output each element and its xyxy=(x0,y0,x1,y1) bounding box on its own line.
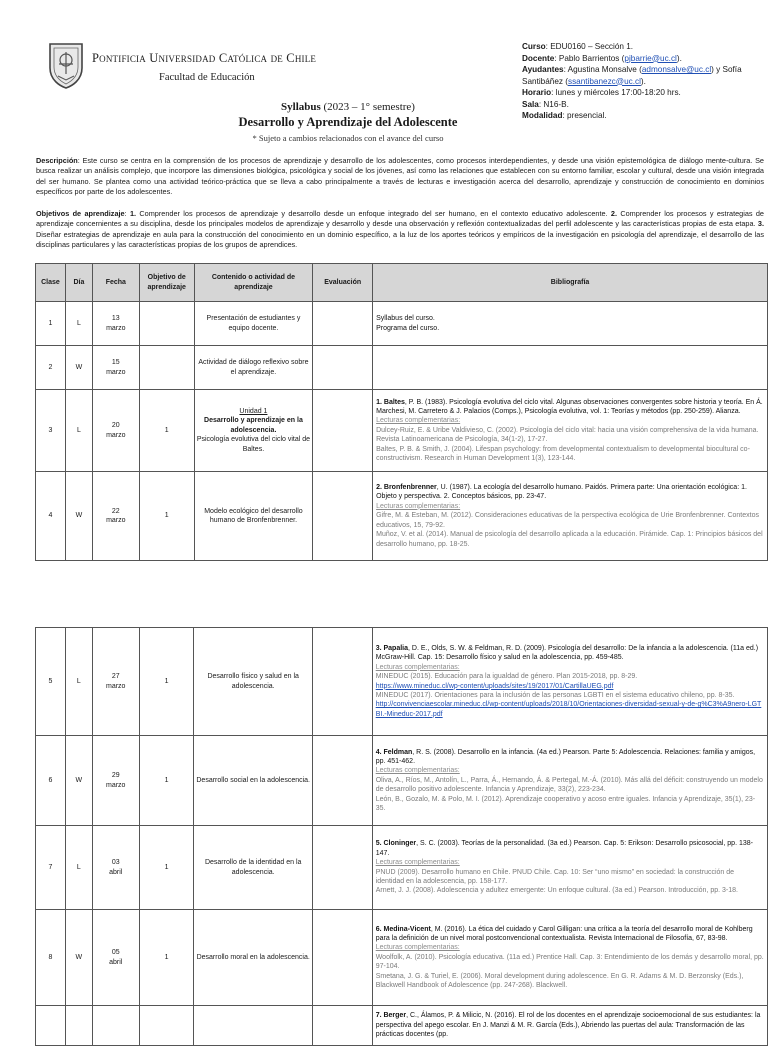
ayudantes-label: Ayudantes xyxy=(522,65,564,74)
header-clase: Clase xyxy=(36,264,66,302)
cell-contenido xyxy=(194,736,313,826)
fecha-day: 13 xyxy=(111,315,120,323)
fecha-day: 05 xyxy=(111,949,120,957)
reference-link[interactable]: https://www.mineduc.cl/wp-content/uploads/sites/19/2017/01/CartillaUEG.pdf xyxy=(375,682,614,690)
cell-contenido xyxy=(194,472,313,561)
cell-bibliografia xyxy=(372,628,767,736)
modalidad-label: Modalidad xyxy=(522,111,563,120)
docente-end: ). xyxy=(676,53,682,63)
bib-main-text: , M. (2016). La ética del cuidado y Carol Gilligan: una crítica a la teoría del desarrollo moral de Kohlberg para la definición de un nivel moral postconvencional contextualista. Revista Internacional de Filosofía, 67, 83-98. xyxy=(375,925,753,942)
university-name: Pontificia Universidad Católica de Chile xyxy=(92,51,317,65)
cell-evaluacion xyxy=(313,826,373,910)
fecha-month: marzo xyxy=(106,368,126,376)
cell-fecha xyxy=(92,346,139,390)
horario-label: Horario xyxy=(522,88,552,97)
cell-objetivo xyxy=(139,346,194,390)
cell-fecha xyxy=(92,390,139,472)
unit-label: Unidad 1 xyxy=(239,407,268,415)
complementary-readings-text: PNUD (2009). Desarrollo humano en Chile. PNUD Chile. Cap. 10: Ser “uno mismo” en sociedad: la construcción de identidad en la adolescencia, pp. 158-177. Arnett, J. J. (2008). Adolescencia y adultez emergente: Un enfoque cultural. (3a ed.) Pearson. Introducción, pp. 3-18. xyxy=(375,868,738,895)
header-evaluacion: Evaluación xyxy=(313,264,373,302)
ayudantes-value: : Agustina Monsalve ( xyxy=(563,65,642,74)
cell-clase: 6 xyxy=(36,736,66,826)
cell-clase: 7 xyxy=(36,826,66,910)
horario-value: : lunes y miércoles 17:00-18:20 hrs. xyxy=(551,88,681,97)
curso-label: Curso xyxy=(522,42,546,51)
complementary-readings-text: MINEDUC (2017). Orientaciones para la inclusión de las personas LGBTI en el sistema educativo chileno, pp. 8-35. xyxy=(375,691,735,699)
cell-contenido xyxy=(194,302,313,346)
contenido-text: Desarrollo moral en la adolescencia. xyxy=(196,953,310,961)
cell-clase: 1 xyxy=(36,302,66,346)
complementary-readings-text: Woolfolk, A. (2010). Psicología educativa. (11a ed.) Prentice Hall. Cap. 3: Entendimiento de los demás y desarrollo moral, pp. 97-104. Smetana, J. G. & Turiel, E. (2006). Moral development during adolescence. En G. R. Adams & M. D. Berzonsky (Eds.), Blackwell Handbook of Adolescence (pp. 247-268). Blackwell. xyxy=(375,953,764,990)
description-label: Descripción xyxy=(36,156,78,165)
bib-main-text: , S. C. (2003). Teorías de la personalidad. (3a ed.) Pearson. Cap. 5: Erikson: Desarrollo psicosocial, pp. 138-147. xyxy=(375,840,753,857)
description-text: : Este curso se centra en la comprensión de los procesos de aprendizaje y desarrollo de los adolescentes, como procesos interdependientes, y desde una visión epistemológica de diálogo mente-cultura. Se busca realizar un análisis complejo, que incorpore las dimensiones biológica, psicológica y social de los jóvenes, así como las relaciones que establecen con su entorno familiar, escolar y cultural, desde una visión integrada del ser humano. Se plantea como una actividad teórico-práctica que se lleva a cabo principalmente a través de lecturas e investigación acerca del desarrollo, aprendizaje y construcción de conocimiento en dominios específicos por parte de los adolescentes. xyxy=(36,156,764,197)
table-row xyxy=(36,826,768,910)
docente-label: Docente xyxy=(522,53,555,63)
complementary-readings-text: Gifre, M. & Esteban, M. (2012). Consideraciones educativas de la perspectiva ecológica de Urie Bronfenbrenner. Contextos educativos, 15, 79-92. Muñoz, V. et al. (2014). Manual de psicología del desarrollo aplicada a la educación. Pirámide. Cap. 1: Principios básicos del desarrollo humano, pp. 18-25. xyxy=(376,512,763,548)
header-objetivo: Objetivo de aprendizaje xyxy=(139,264,194,302)
bib-main-text: , R. S. (2008). Desarrollo en la infancia. (4a ed.) Pearson. Parte 5: Adolescencia. Relaciones: familia y amigos, pp. 451-462. xyxy=(375,748,756,765)
objectives-paragraph: Objetivos de aprendizaje: 1. Comprender los procesos de aprendizaje y desarrollo desde un enfoque integrado del ser humano, en el contexto educativo adolescente. 2. Comprender los procesos y estrategias de aprendizaje concernientes a su disciplina, desde los principales modelos de aprendizaje y desarrollo y desde una observación y reflexión contextualizadas del perfil adolescente y las características propias de esta etapa. 3. Diseñar estrategias de aprendizaje en aula para la construcción del conocimiento en un dominio específico, a la luz de los aportes teóricos y empíricos de la investigación en psicología del aprendizaje, el desarrollo de las disciplinas particulares y las características propias de los grupos de aprendices. xyxy=(36,209,764,250)
sala-label: Sala xyxy=(522,99,539,109)
objective-1-text: Comprender los procesos de aprendizaje y desarrollo desde un enfoque integrado del ser humano, en el contexto educativo adolescente. xyxy=(136,209,611,218)
cell-evaluacion xyxy=(313,346,373,390)
complementary-readings-text: MINEDUC (2015). Educación para la igualdad de género. Plan 2015-2018, pp. 8-29. xyxy=(375,673,638,681)
bib-main xyxy=(376,398,764,417)
header-bibliografia: Bibliografía xyxy=(373,264,768,302)
contenido-text: Presentación de estudiantes y equipo docente. xyxy=(206,315,301,332)
cell-evaluacion xyxy=(313,472,373,561)
cell-objetivo: 1 xyxy=(139,472,194,561)
bib-author: 3. Papalia xyxy=(375,644,408,652)
cell-objetivo: 1 xyxy=(139,910,194,1006)
contenido-text: Actividad de diálogo reflexivo sobre el aprendizaje. xyxy=(198,359,309,376)
complementary-readings-label: Lecturas complementarias: xyxy=(375,944,460,952)
table-row xyxy=(36,1006,768,1046)
unit-title: Desarrollo y aprendizaje en la adolescencia. xyxy=(204,417,303,434)
ayudante1-email-link[interactable]: admonsalve@uc.cl xyxy=(641,65,712,74)
cell-bibliografia xyxy=(373,302,768,346)
cell-clase: 5 xyxy=(36,628,66,736)
cell-fecha xyxy=(92,736,139,826)
table-row xyxy=(36,472,768,561)
cell-evaluacion xyxy=(313,628,373,736)
ayudantes-end: ). xyxy=(640,76,646,86)
cell-objetivo xyxy=(139,302,194,346)
description-paragraph xyxy=(36,156,764,198)
contenido-text: Desarrollo social en la adolescencia. xyxy=(196,776,310,784)
table-row xyxy=(36,736,768,826)
cell-objetivo: 1 xyxy=(139,628,194,736)
table-row xyxy=(36,302,768,346)
objectives-label: Objetivos de aprendizaje xyxy=(36,209,125,218)
cell-contenido xyxy=(194,910,313,1006)
cell-dia: L xyxy=(65,390,92,472)
fecha-month: marzo xyxy=(106,324,126,332)
bib-main xyxy=(376,644,764,663)
course-note: * Sujeto a cambios relacionados con el avance del curso xyxy=(252,133,444,143)
curso-value: : EDU0160 – Sección 1. xyxy=(545,42,634,51)
fecha-month: marzo xyxy=(106,431,126,439)
bib-main xyxy=(376,925,764,944)
complementary-readings-label: Lecturas complementarias: xyxy=(375,663,460,671)
cell-evaluacion xyxy=(313,736,373,826)
bib-main xyxy=(376,748,764,767)
syllabus-heading xyxy=(220,101,476,113)
cell-dia: L xyxy=(65,826,92,910)
header-dia: Día xyxy=(65,264,92,302)
fecha-day: 15 xyxy=(111,359,120,367)
contenido-text: Modelo ecológico del desarrollo humano de Bronfenbrenner. xyxy=(204,507,303,524)
contenido-text: Desarrollo de la identidad en la adolescencia. xyxy=(204,859,302,876)
fecha-day: 27 xyxy=(111,673,120,681)
bib-author: 4. Feldman xyxy=(375,748,413,756)
cell-objetivo xyxy=(139,1006,194,1046)
cell-clase: 2 xyxy=(36,346,66,390)
reference-link[interactable]: http://convivenciaescolar.mineduc.cl/wp-content/uploads/2018/10/Orientaciones-diversidad-sexual-y-de-g%C3%A9nero-LGTBI.-Mineduc-2017.pdf xyxy=(375,701,762,718)
cell-fecha xyxy=(92,628,139,736)
cell-clase: 8 xyxy=(36,910,66,1006)
complementary-readings-text: Oliva, A., Ríos, M., Antolín, L., Parra, Á., Hernando, Á. & Pertegal, M.-Á. (2010). Más allá del déficit: construyendo un modelo de desarrollo positivo adolescente. Infancia y Aprendizaje, 33(2), 223-234. León, B., Gozalo, M. & Polo, M. I. (2012). Aprendizaje cooperativo y acoso entre iguales. Infancia y Aprendizaje, 35(1), 23-35. xyxy=(375,776,763,813)
cell-contenido xyxy=(194,628,313,736)
cell-bibliografia xyxy=(372,826,767,910)
fecha-day: 29 xyxy=(111,772,120,780)
complementary-readings-label: Lecturas complementarias: xyxy=(376,502,461,510)
bib-main xyxy=(376,483,764,502)
cell-contenido xyxy=(194,346,313,390)
contenido-text: Desarrollo físico y salud en la adolescencia. xyxy=(207,673,299,690)
cell-objetivo: 1 xyxy=(139,736,194,826)
bib-main-text: , U. (1987). La ecología del desarrollo humano. Paidós. Primera parte: Una orientación ecológica: 1. Objeto y perspectiva. 2. Conceptos básicos, pp. 23-47. xyxy=(376,484,747,501)
ayudante2-email-link[interactable]: ssantibanezc@uc.cl xyxy=(567,76,641,86)
bib-author: 1. Baltes xyxy=(376,398,405,406)
cell-fecha xyxy=(92,1006,139,1046)
fecha-day: 20 xyxy=(111,422,120,430)
cell-clase xyxy=(36,1006,66,1046)
fecha-month: marzo xyxy=(105,781,126,789)
cell-objetivo: 1 xyxy=(139,390,194,472)
bib-main-text: Syllabus del curso. Programa del curso. xyxy=(376,315,440,332)
cell-bibliografia xyxy=(372,1006,767,1046)
cell-fecha xyxy=(92,302,139,346)
cell-clase: 3 xyxy=(36,390,66,472)
sala-value: : N16-B. xyxy=(538,99,569,109)
cell-contenido xyxy=(194,390,313,472)
objective-2-text: Comprender los procesos y estrategias de aprendizaje concernientes a su disciplina, desde los principales modelos de aprendizaje y desarrollo y desde una observación y reflexión contextualizadas del perfil adolescente y las características propias de esta etapa. xyxy=(36,209,764,229)
complementary-readings-label: Lecturas complementarias: xyxy=(376,417,461,425)
cell-fecha xyxy=(92,472,139,561)
cell-fecha xyxy=(92,826,139,910)
objective-3-number: 3. xyxy=(757,219,764,229)
fecha-month: abril xyxy=(109,958,123,966)
fecha-day: 22 xyxy=(111,507,120,515)
cell-evaluacion xyxy=(313,390,373,472)
complementary-readings-label: Lecturas complementarias: xyxy=(375,859,460,867)
cell-dia: L xyxy=(65,628,92,736)
university-seal-icon xyxy=(46,40,86,90)
cell-dia: L xyxy=(65,302,92,346)
cell-dia: W xyxy=(65,472,92,561)
contenido-text: Psicología evolutiva del ciclo vital de Baltes. xyxy=(196,436,311,453)
table-row xyxy=(36,346,768,390)
fecha-day: 03 xyxy=(111,859,120,867)
cell-evaluacion xyxy=(313,302,373,346)
header-fecha: Fecha xyxy=(92,264,139,302)
objective-3-text: Diseñar estrategias de aprendizaje en aula para la construcción del conocimiento en un dominio específico, a la luz de los aportes teóricos y empíricos de la investigación en psicología del aprendizaje, el desarrollo de las disciplinas particulares y las características propias de los grupos de aprendices. xyxy=(36,229,764,250)
table-row xyxy=(36,628,768,736)
fecha-month: abril xyxy=(109,868,123,876)
docente-email-link[interactable]: pjbarrie@uc.cl xyxy=(624,53,677,63)
bib-main xyxy=(376,839,764,858)
course-title: Desarrollo y Aprendizaje del Adolescente xyxy=(238,115,458,129)
cell-bibliografia xyxy=(372,910,767,1006)
cell-dia: W xyxy=(65,346,92,390)
header-contenido: Contenido o actividad de aprendizaje xyxy=(194,264,313,302)
course-info xyxy=(522,41,752,122)
table-row xyxy=(36,390,768,472)
cell-bibliografia xyxy=(372,736,767,826)
cell-bibliografia xyxy=(373,472,768,561)
bib-author: 2. Bronfenbrenner xyxy=(376,484,437,492)
bib-main-text: , P. B. (1983). Psicología evolutiva del ciclo vital. Algunas observaciones convergentes sobre historia y teoría. En Á. Marchesi, M. Carretero & J. Palacios (Comps.), Psicología evolutiva, vol. 1: Teorías y métodos (pp. 250-259). Alianza. xyxy=(376,398,763,415)
cell-evaluacion xyxy=(313,910,373,1006)
objective-1-number: 1. xyxy=(129,209,137,218)
cell-bibliografia xyxy=(373,346,768,390)
cell-bibliografia xyxy=(373,390,768,472)
modalidad-value: : presencial. xyxy=(562,111,607,120)
docente-value: : Pablo Barrientos ( xyxy=(554,53,625,63)
cell-dia: W xyxy=(65,910,92,1006)
cell-dia xyxy=(65,1006,92,1046)
bib-author: 7. Berger xyxy=(375,1012,407,1020)
syllabus-label: Syllabus xyxy=(281,101,321,113)
cell-dia: W xyxy=(65,736,92,826)
cell-fecha xyxy=(92,910,139,1006)
bib-main xyxy=(376,1011,764,1039)
syllabus-period: (2023 – 1° semestre) xyxy=(323,101,415,113)
cell-contenido xyxy=(194,1006,313,1046)
bib-author: 5. Cloninger xyxy=(375,840,417,848)
cell-clase: 4 xyxy=(36,472,66,561)
table-header-row xyxy=(36,264,768,302)
complementary-readings-label: Lecturas complementarias: xyxy=(375,767,460,775)
complementary-readings-text: Dulcey-Ruiz, E. & Uribe Valdivieso, C. (2002). Psicología del ciclo vital: hacia una visión comprehensiva de la vida humana. Revista Latinoamericana de Psicología, 34(1-2), 17-27. Baltes, P. B. & Smith, J. (2004). Lifespan psychology: from developmental contextualism to developmental biocultural co-constructivism. Research in Human Development 1(3), 123-144. xyxy=(376,426,759,463)
bib-main xyxy=(376,314,764,333)
objective-2-number: 2. xyxy=(610,209,618,218)
ayudantes-mid: ) y Sofía Santibáñez ( xyxy=(522,65,742,86)
cell-objetivo: 1 xyxy=(139,826,194,910)
faculty-name: Facultad de Educación xyxy=(159,72,255,83)
bib-author: 6. Medina-Vicent xyxy=(375,925,431,933)
fecha-month: marzo xyxy=(106,517,126,524)
schedule-table-continued xyxy=(35,627,768,1046)
cell-contenido xyxy=(194,826,313,910)
fecha-month: marzo xyxy=(105,682,126,690)
table-row xyxy=(36,910,768,1006)
bib-main-text: , D. E., Olds, S. W. & Feldman, R. D. (2009). Psicología del desarrollo: De la infancia a la adolescencia. (11a ed.) McGraw-Hill. Cap. 15: Desarrollo físico y salud en la adolescencia, pp. 459-485. xyxy=(375,644,759,662)
bib-main-text: , C., Álamos, P. & Milicic, N. (2016). El rol de los docentes en el aprendizaje socioemocional de sus estudiantes: la perspectiva del apego escolar. En J. Manzi & M. R. García (Eds.), Abriendo las puertas del aula: Transformación de las prácticas docentes (pp. xyxy=(375,1012,761,1039)
schedule-table xyxy=(35,263,768,561)
cell-evaluacion xyxy=(313,1006,373,1046)
